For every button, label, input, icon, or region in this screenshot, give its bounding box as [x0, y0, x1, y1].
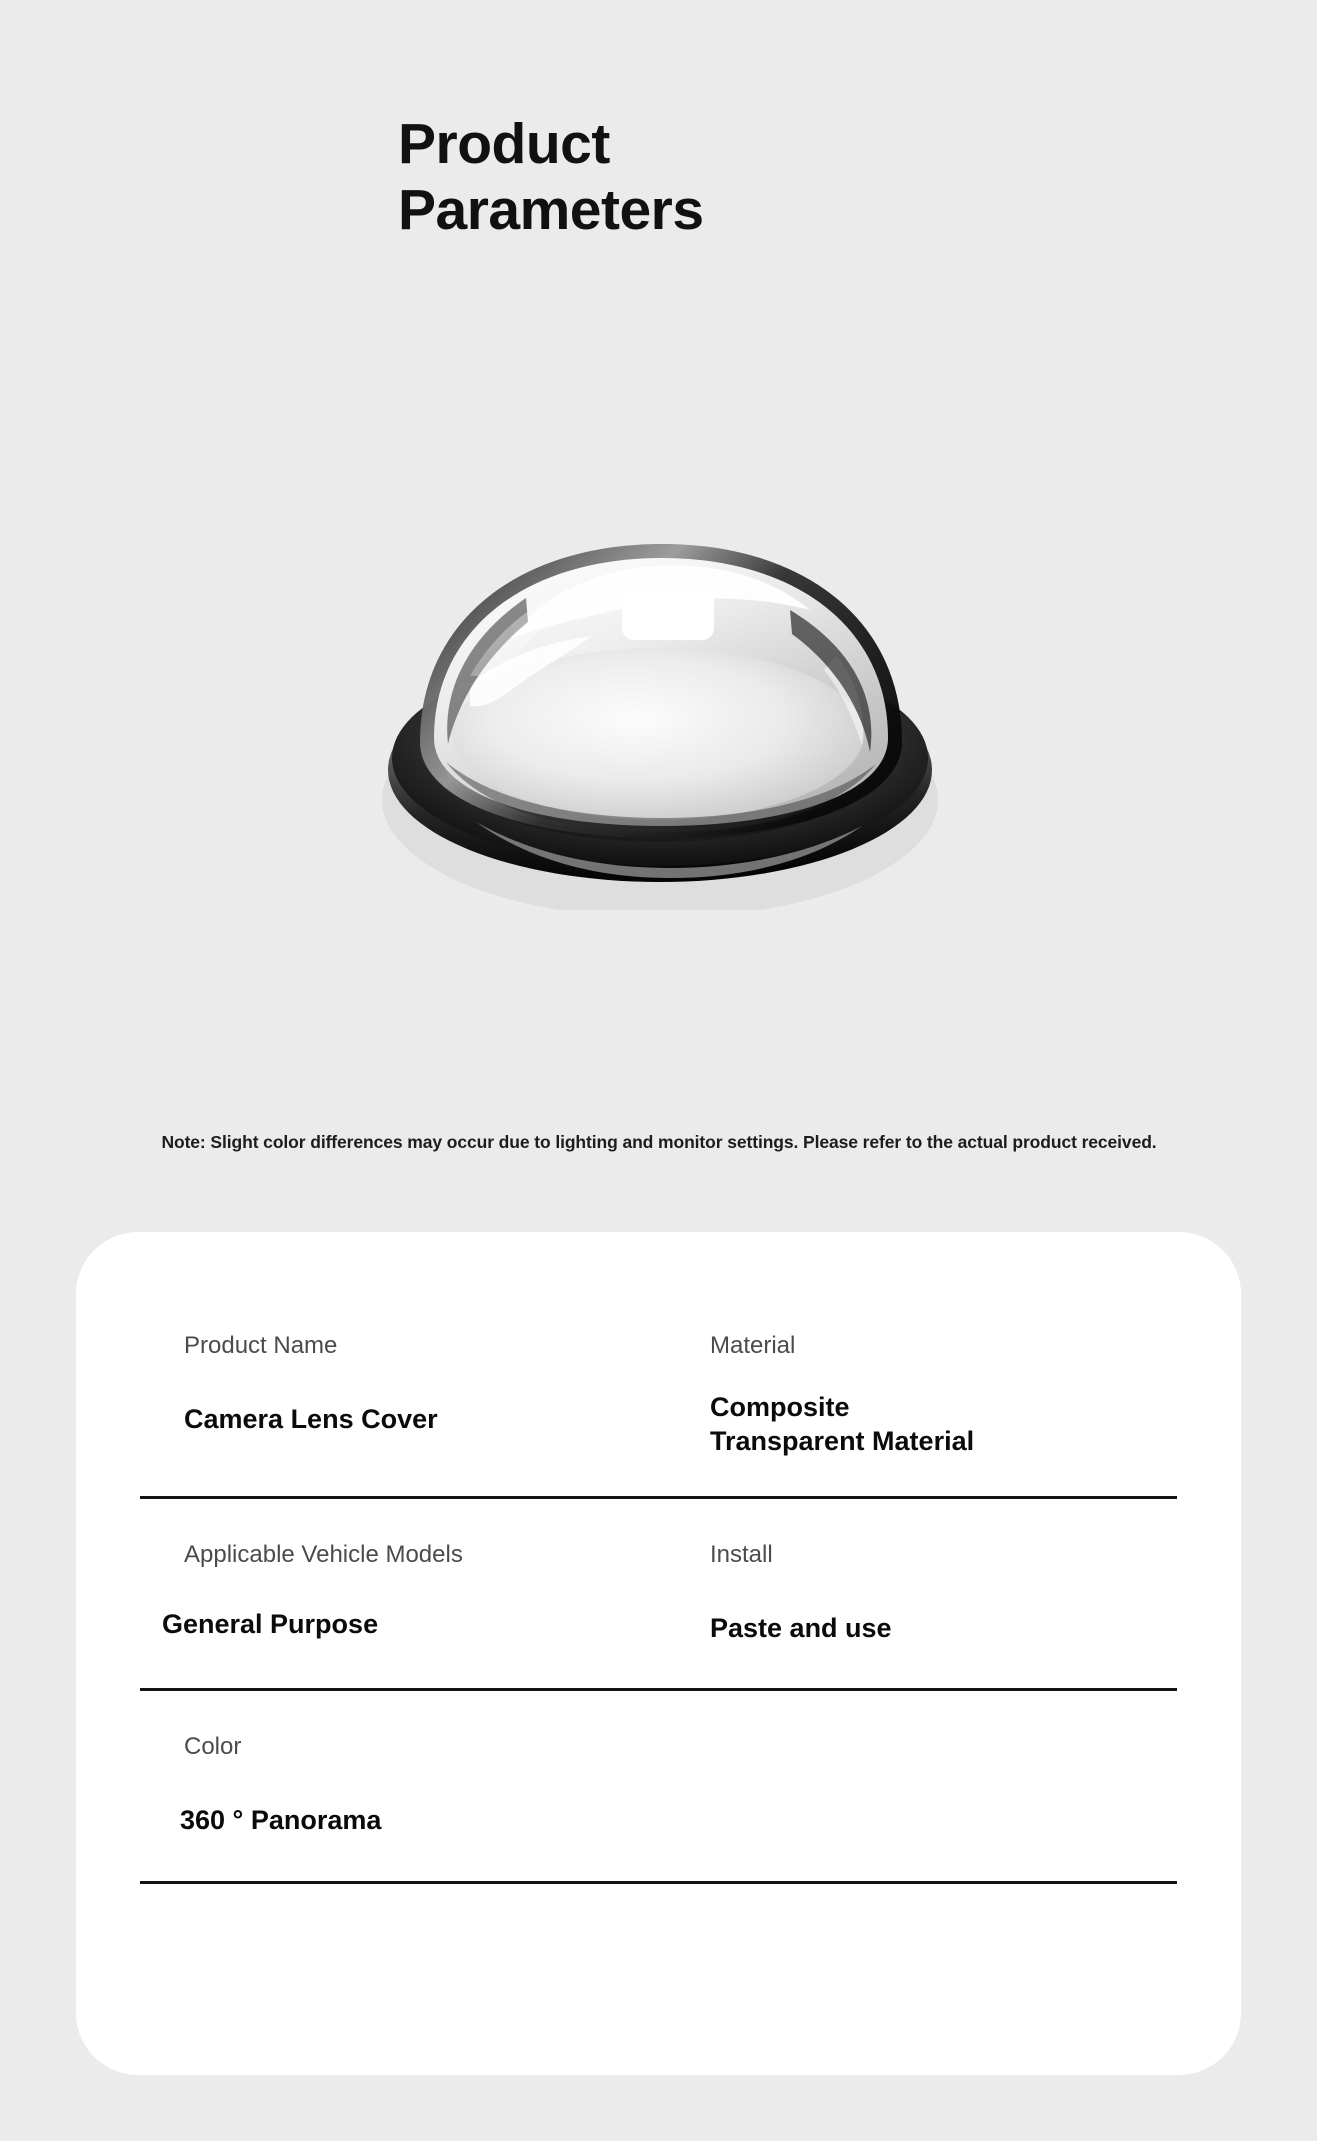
- color-disclaimer-note: Note: Slight color differences may occur due to lighting and monitor settings. Please refer to the actual product received.: [161, 1132, 1157, 1152]
- spec-label: Color: [184, 1732, 242, 1760]
- spec-label: Install: [710, 1541, 773, 1569]
- spec-value: 360 ° Panorama: [180, 1804, 382, 1835]
- spec-cell-product-name: [140, 1332, 710, 1458]
- spec-label: Product Name: [184, 1332, 338, 1359]
- spec-value: Composite Transparent Material: [710, 1391, 975, 1456]
- spec-cell-color: [140, 1691, 710, 1838]
- specification-card: [76, 1232, 1241, 2075]
- table-row: [140, 1499, 1177, 1691]
- spec-label: Applicable Vehicle Models: [184, 1541, 463, 1569]
- page-title-line-2: Parameters: [398, 177, 704, 242]
- spec-value: General Purpose: [162, 1609, 379, 1640]
- spec-label: Material: [710, 1332, 796, 1359]
- table-row: [140, 1332, 1177, 1499]
- spec-cell-material: [710, 1332, 1177, 1458]
- page-title-line-1: Product: [398, 112, 610, 176]
- spec-cell-empty: [710, 1691, 1177, 1838]
- spec-value: Camera Lens Cover: [184, 1403, 438, 1434]
- spec-cell-install: [710, 1499, 1177, 1646]
- spec-cell-applicable-vehicle-models: [140, 1499, 710, 1646]
- table-row: [140, 1691, 1177, 1885]
- row-divider: [140, 1881, 1177, 1884]
- page-title: [398, 112, 704, 243]
- product-image: [270, 470, 1050, 910]
- spec-value: Paste and use: [710, 1613, 892, 1644]
- specification-table: [140, 1332, 1177, 1884]
